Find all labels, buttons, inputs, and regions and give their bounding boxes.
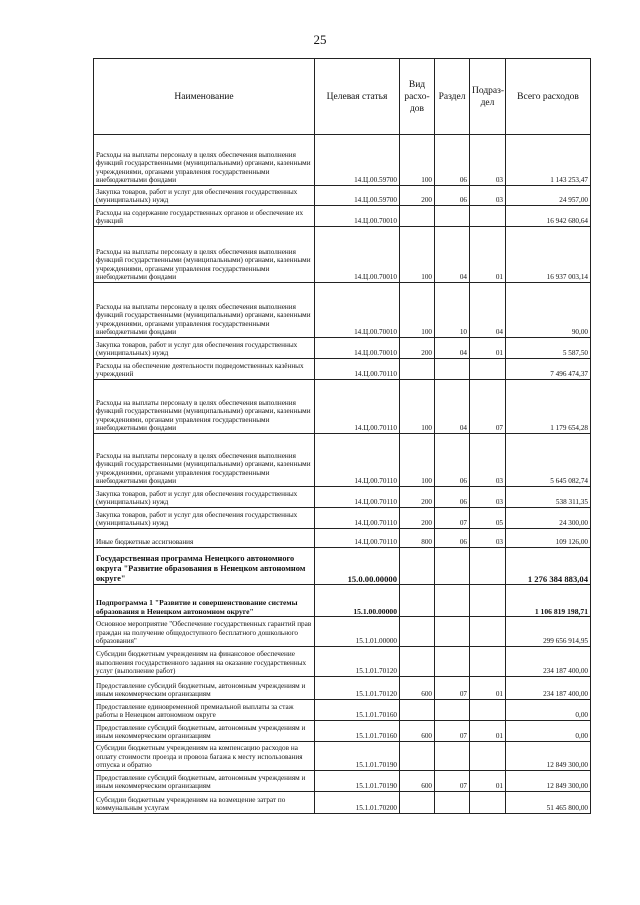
row-name: Расходы на выплаты персоналу в целях обеспечения выполнения функций государственными (муниципальными) органами, казенными учреждениями, органами управления государственными внебюджетными фондами (94, 434, 315, 487)
row-section (435, 792, 470, 814)
table-row (94, 742, 591, 771)
row-code: 15.0.00.00000 (315, 548, 400, 585)
row-kind (400, 359, 435, 380)
row-name: Закупка товаров, работ и услуг для обеспечения государственных (муниципальных) нужд (94, 487, 315, 508)
row-code: 14.Ц.00.70010 (315, 338, 400, 359)
row-subsection (470, 700, 506, 721)
header-total: Всего расходов (506, 59, 591, 135)
row-section: 07 (435, 508, 470, 529)
row-code: 14.Ц.00.70110 (315, 359, 400, 380)
row-section: 10 (435, 283, 470, 338)
table-row (94, 700, 591, 721)
row-code: 14.Ц.00.59700 (315, 135, 400, 186)
row-name: Субсидии бюджетным учреждениям на финансовое обеспечение выполнения государственного задания на оказание государственных услуг (выполнение работ) (94, 647, 315, 677)
row-name: Расходы на содержание государственных органов и обеспечение их функций (94, 206, 315, 227)
row-subsection (470, 742, 506, 771)
row-code: 14.Ц.00.70110 (315, 434, 400, 487)
table-row (94, 771, 591, 792)
row-kind: 200 (400, 487, 435, 508)
table-header (94, 59, 591, 135)
row-name: Расходы на выплаты персоналу в целях обеспечения выполнения функций государственными (муниципальными) органами, казенными учреждениями, органами управления государственными внебюджетными фондами (94, 380, 315, 434)
row-kind (400, 548, 435, 585)
table-row (94, 206, 591, 227)
row-total: 5 645 082,74 (506, 434, 591, 487)
row-subsection: 05 (470, 508, 506, 529)
row-total: 16 937 003,14 (506, 227, 591, 283)
table-row (94, 380, 591, 434)
row-kind (400, 585, 435, 617)
row-code: 15.1.01.70190 (315, 742, 400, 771)
row-kind (400, 742, 435, 771)
row-kind (400, 700, 435, 721)
row-code: 14.Ц.00.70110 (315, 380, 400, 434)
row-name: Закупка товаров, работ и услуг для обеспечения государственных (муниципальных) нужд (94, 338, 315, 359)
row-section: 04 (435, 338, 470, 359)
page-number: 25 (313, 32, 327, 47)
row-name: Субсидии бюджетным учреждениям на компенсацию расходов на оплату стоимости проезда и провоза багажа к месту использования отпуска и обратно (94, 742, 315, 771)
table-row (94, 508, 591, 529)
row-total: 109 126,00 (506, 529, 591, 548)
row-subsection: 03 (470, 434, 506, 487)
table-row (94, 721, 591, 742)
row-subsection: 03 (470, 135, 506, 186)
row-subsection (470, 792, 506, 814)
row-code: 14.Ц.00.59700 (315, 186, 400, 206)
row-section: 06 (435, 135, 470, 186)
row-section (435, 742, 470, 771)
table-row (94, 487, 591, 508)
row-subsection: 03 (470, 186, 506, 206)
row-section: 06 (435, 487, 470, 508)
header-subsection: Подраз-дел (470, 59, 506, 135)
row-kind (400, 647, 435, 677)
row-total: 1 179 654,28 (506, 380, 591, 434)
row-code: 14.Ц.00.70010 (315, 283, 400, 338)
row-subsection: 07 (470, 380, 506, 434)
row-section: 06 (435, 434, 470, 487)
row-section (435, 206, 470, 227)
table-row (94, 548, 591, 585)
table-row (94, 677, 591, 700)
row-total: 12 849 300,00 (506, 771, 591, 792)
header-kind: Вид расхо-дов (400, 59, 435, 135)
table-row (94, 434, 591, 487)
row-subsection: 03 (470, 487, 506, 508)
row-kind: 100 (400, 380, 435, 434)
row-section: 06 (435, 186, 470, 206)
row-total: 299 656 914,95 (506, 617, 591, 647)
table-row (94, 529, 591, 548)
row-subsection: 04 (470, 283, 506, 338)
row-section (435, 548, 470, 585)
row-code: 15.1.01.70120 (315, 677, 400, 700)
row-name: Государственная программа Ненецкого автономного округа "Развитие образования в Ненецком автономном округе" (94, 548, 315, 585)
row-total: 16 942 680,64 (506, 206, 591, 227)
row-kind (400, 206, 435, 227)
row-total: 90,00 (506, 283, 591, 338)
row-name: Предоставление единовременной премиальной выплаты за стаж работы в Ненецком автономном округе (94, 700, 315, 721)
table-row (94, 792, 591, 814)
row-subsection: 01 (470, 227, 506, 283)
header-name: Наименование (94, 59, 315, 135)
row-subsection: 01 (470, 721, 506, 742)
row-code: 15.1.01.70160 (315, 700, 400, 721)
row-name: Закупка товаров, работ и услуг для обеспечения государственных (муниципальных) нужд (94, 508, 315, 529)
row-code: 14.Ц.00.70110 (315, 529, 400, 548)
table-row (94, 585, 591, 617)
row-kind: 600 (400, 771, 435, 792)
row-subsection (470, 359, 506, 380)
row-code: 15.1.01.70120 (315, 647, 400, 677)
row-kind: 600 (400, 721, 435, 742)
row-subsection: 03 (470, 529, 506, 548)
row-total: 24 300,00 (506, 508, 591, 529)
row-subsection (470, 617, 506, 647)
row-kind: 100 (400, 434, 435, 487)
row-section: 07 (435, 721, 470, 742)
table-row (94, 359, 591, 380)
row-kind: 200 (400, 338, 435, 359)
row-name: Расходы на выплаты персоналу в целях обеспечения выполнения функций государственными (муниципальными) органами, казенными учреждениями, органами управления государственными внебюджетными фондами (94, 135, 315, 186)
row-kind (400, 792, 435, 814)
row-code: 14.Ц.00.70110 (315, 487, 400, 508)
row-total: 538 311,35 (506, 487, 591, 508)
row-kind: 600 (400, 677, 435, 700)
row-name: Подпрограмма 1 "Развитие и совершенствование системы образования в Ненецком автономном округе" (94, 585, 315, 617)
row-kind: 100 (400, 283, 435, 338)
row-total: 0,00 (506, 700, 591, 721)
row-name: Расходы на выплаты персоналу в целях обеспечения выполнения функций государственными (муниципальными) органами, казенными учреждениями, органами управления государственными внебюджетными фондами (94, 227, 315, 283)
row-subsection: 01 (470, 677, 506, 700)
row-name: Предоставление субсидий бюджетным, автономным учреждениям и иным некоммерческим организациям (94, 721, 315, 742)
row-section (435, 585, 470, 617)
row-code: 15.1.01.70190 (315, 771, 400, 792)
row-subsection: 01 (470, 771, 506, 792)
row-section: 07 (435, 677, 470, 700)
row-section: 06 (435, 529, 470, 548)
table-row (94, 647, 591, 677)
row-section: 07 (435, 771, 470, 792)
row-kind: 200 (400, 508, 435, 529)
row-subsection (470, 206, 506, 227)
row-total: 24 957,00 (506, 186, 591, 206)
row-subsection: 01 (470, 338, 506, 359)
row-subsection (470, 548, 506, 585)
budget-table (93, 58, 591, 814)
table-row (94, 135, 591, 186)
row-name: Закупка товаров, работ и услуг для обеспечения государственных (муниципальных) нужд (94, 186, 315, 206)
row-name: Основное мероприятие "Обеспечение государственных гарантий прав граждан на получение общедоступного бесплатного дошкольного образования" (94, 617, 315, 647)
table-row (94, 283, 591, 338)
row-total: 1 143 253,47 (506, 135, 591, 186)
row-total: 1 106 819 198,71 (506, 585, 591, 617)
row-code: 15.1.00.00000 (315, 585, 400, 617)
row-kind: 800 (400, 529, 435, 548)
row-section (435, 617, 470, 647)
row-total: 234 187 400,00 (506, 677, 591, 700)
row-total: 0,00 (506, 721, 591, 742)
row-subsection (470, 585, 506, 617)
row-total: 51 465 800,00 (506, 792, 591, 814)
row-name: Расходы на выплаты персоналу в целях обеспечения выполнения функций государственными (муниципальными) органами, казенными учреждениями, органами управления государственными внебюджетными фондами (94, 283, 315, 338)
table-row (94, 617, 591, 647)
header-section: Раздел (435, 59, 470, 135)
row-name: Субсидии бюджетным учреждениям на возмещение затрат по коммунальным услугам (94, 792, 315, 814)
row-code: 15.1.01.70160 (315, 721, 400, 742)
table-row (94, 227, 591, 283)
row-section: 04 (435, 227, 470, 283)
row-section (435, 359, 470, 380)
row-code: 14.Ц.00.70010 (315, 206, 400, 227)
row-total: 12 849 300,00 (506, 742, 591, 771)
row-name: Предоставление субсидий бюджетным, автономным учреждениям и иным некоммерческим организациям (94, 677, 315, 700)
row-name: Иные бюджетные ассигнования (94, 529, 315, 548)
header-code: Целевая статья (315, 59, 400, 135)
row-total: 5 587,50 (506, 338, 591, 359)
row-name: Предоставление субсидий бюджетным, автономным учреждениям и иным некоммерческим организациям (94, 771, 315, 792)
row-code: 15.1.01.70200 (315, 792, 400, 814)
row-subsection (470, 647, 506, 677)
row-code: 14.Ц.00.70110 (315, 508, 400, 529)
row-section: 04 (435, 380, 470, 434)
row-code: 15.1.01.00000 (315, 617, 400, 647)
row-kind: 200 (400, 186, 435, 206)
row-code: 14.Ц.00.70010 (315, 227, 400, 283)
row-kind (400, 617, 435, 647)
row-total: 1 276 384 883,04 (506, 548, 591, 585)
row-total: 234 187 400,00 (506, 647, 591, 677)
table-row (94, 186, 591, 206)
table-row (94, 338, 591, 359)
row-section (435, 647, 470, 677)
row-total: 7 496 474,37 (506, 359, 591, 380)
row-kind: 100 (400, 227, 435, 283)
row-name: Расходы на обеспечение деятельности подведомственных казённых учреждений (94, 359, 315, 380)
row-section (435, 700, 470, 721)
row-kind: 100 (400, 135, 435, 186)
